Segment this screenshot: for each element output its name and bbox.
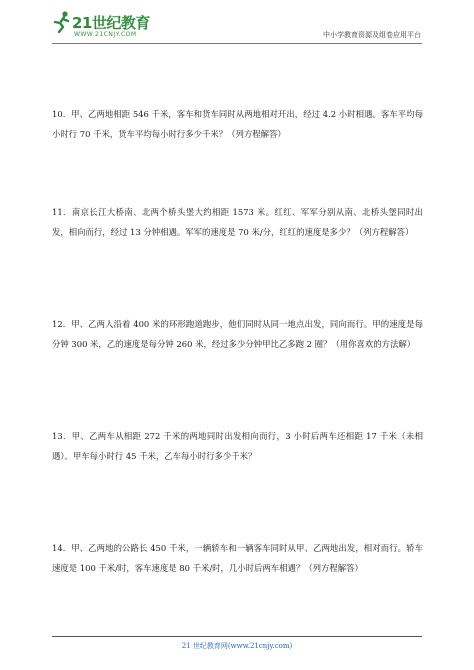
page-header xyxy=(0,0,474,48)
problem-11 xyxy=(52,202,423,242)
footer-link[interactable]: 21 世纪教育网(www.21cnjy.com) xyxy=(181,642,293,650)
header-divider xyxy=(52,43,422,44)
problem-text: 12．甲、乙两人沿着 400 米的环形跑道跑步，他们同时从同一地点出发，同向而行。甲的速度是每分钟 300 米，乙的速度是每分钟 260 米，经过多少分钟甲比乙多跑 2 圈？（用你喜欢的方法解） xyxy=(52,319,423,349)
platform-name: 中小学教育资源及组卷应用平台 xyxy=(323,31,421,39)
running-figure-icon xyxy=(52,10,72,34)
logo-text: 21世纪教育 xyxy=(72,14,150,32)
problem-text: 10．甲、乙两地相距 546 千米，客车和货车同时从两地相对开出，经过 4.2 小时相遇。客车平均每小时行 70 千米，货车平均每小时行多少千米？（列方程解答） xyxy=(52,109,423,139)
problem-13 xyxy=(52,426,423,466)
problem-12 xyxy=(52,314,423,354)
logo-url: WWW.21CNJY.COM xyxy=(74,31,137,38)
site-logo[interactable] xyxy=(52,10,172,42)
problem-text: 11．南京长江大桥南、北两个桥头堡大约相距 1573 米。红红、军军分别从南、北桥头堡同时出发，相向而行，经过 13 分钟相遇。军军的速度是 70 米/分，红红的速度是多少？（列方程解答） xyxy=(52,207,423,237)
problem-14 xyxy=(52,538,423,578)
problem-10 xyxy=(52,104,423,144)
problem-text: 14．甲、乙两地的公路长 450 千米，一辆轿车和一辆客车同时从甲、乙两地出发，相对而行。轿车速度是 100 千米/时，客车速度是 80 千米/时，几小时后两车相遇？（列方程解答） xyxy=(52,543,423,573)
problem-text: 13．甲、乙两车从相距 272 千米的两地同时出发相向而行，3 小时后两车还相距 17 千米（未相遇）。甲车每小时行 45 千米，乙车每小时行多少千米？ xyxy=(52,431,423,461)
footer-divider xyxy=(52,636,422,637)
